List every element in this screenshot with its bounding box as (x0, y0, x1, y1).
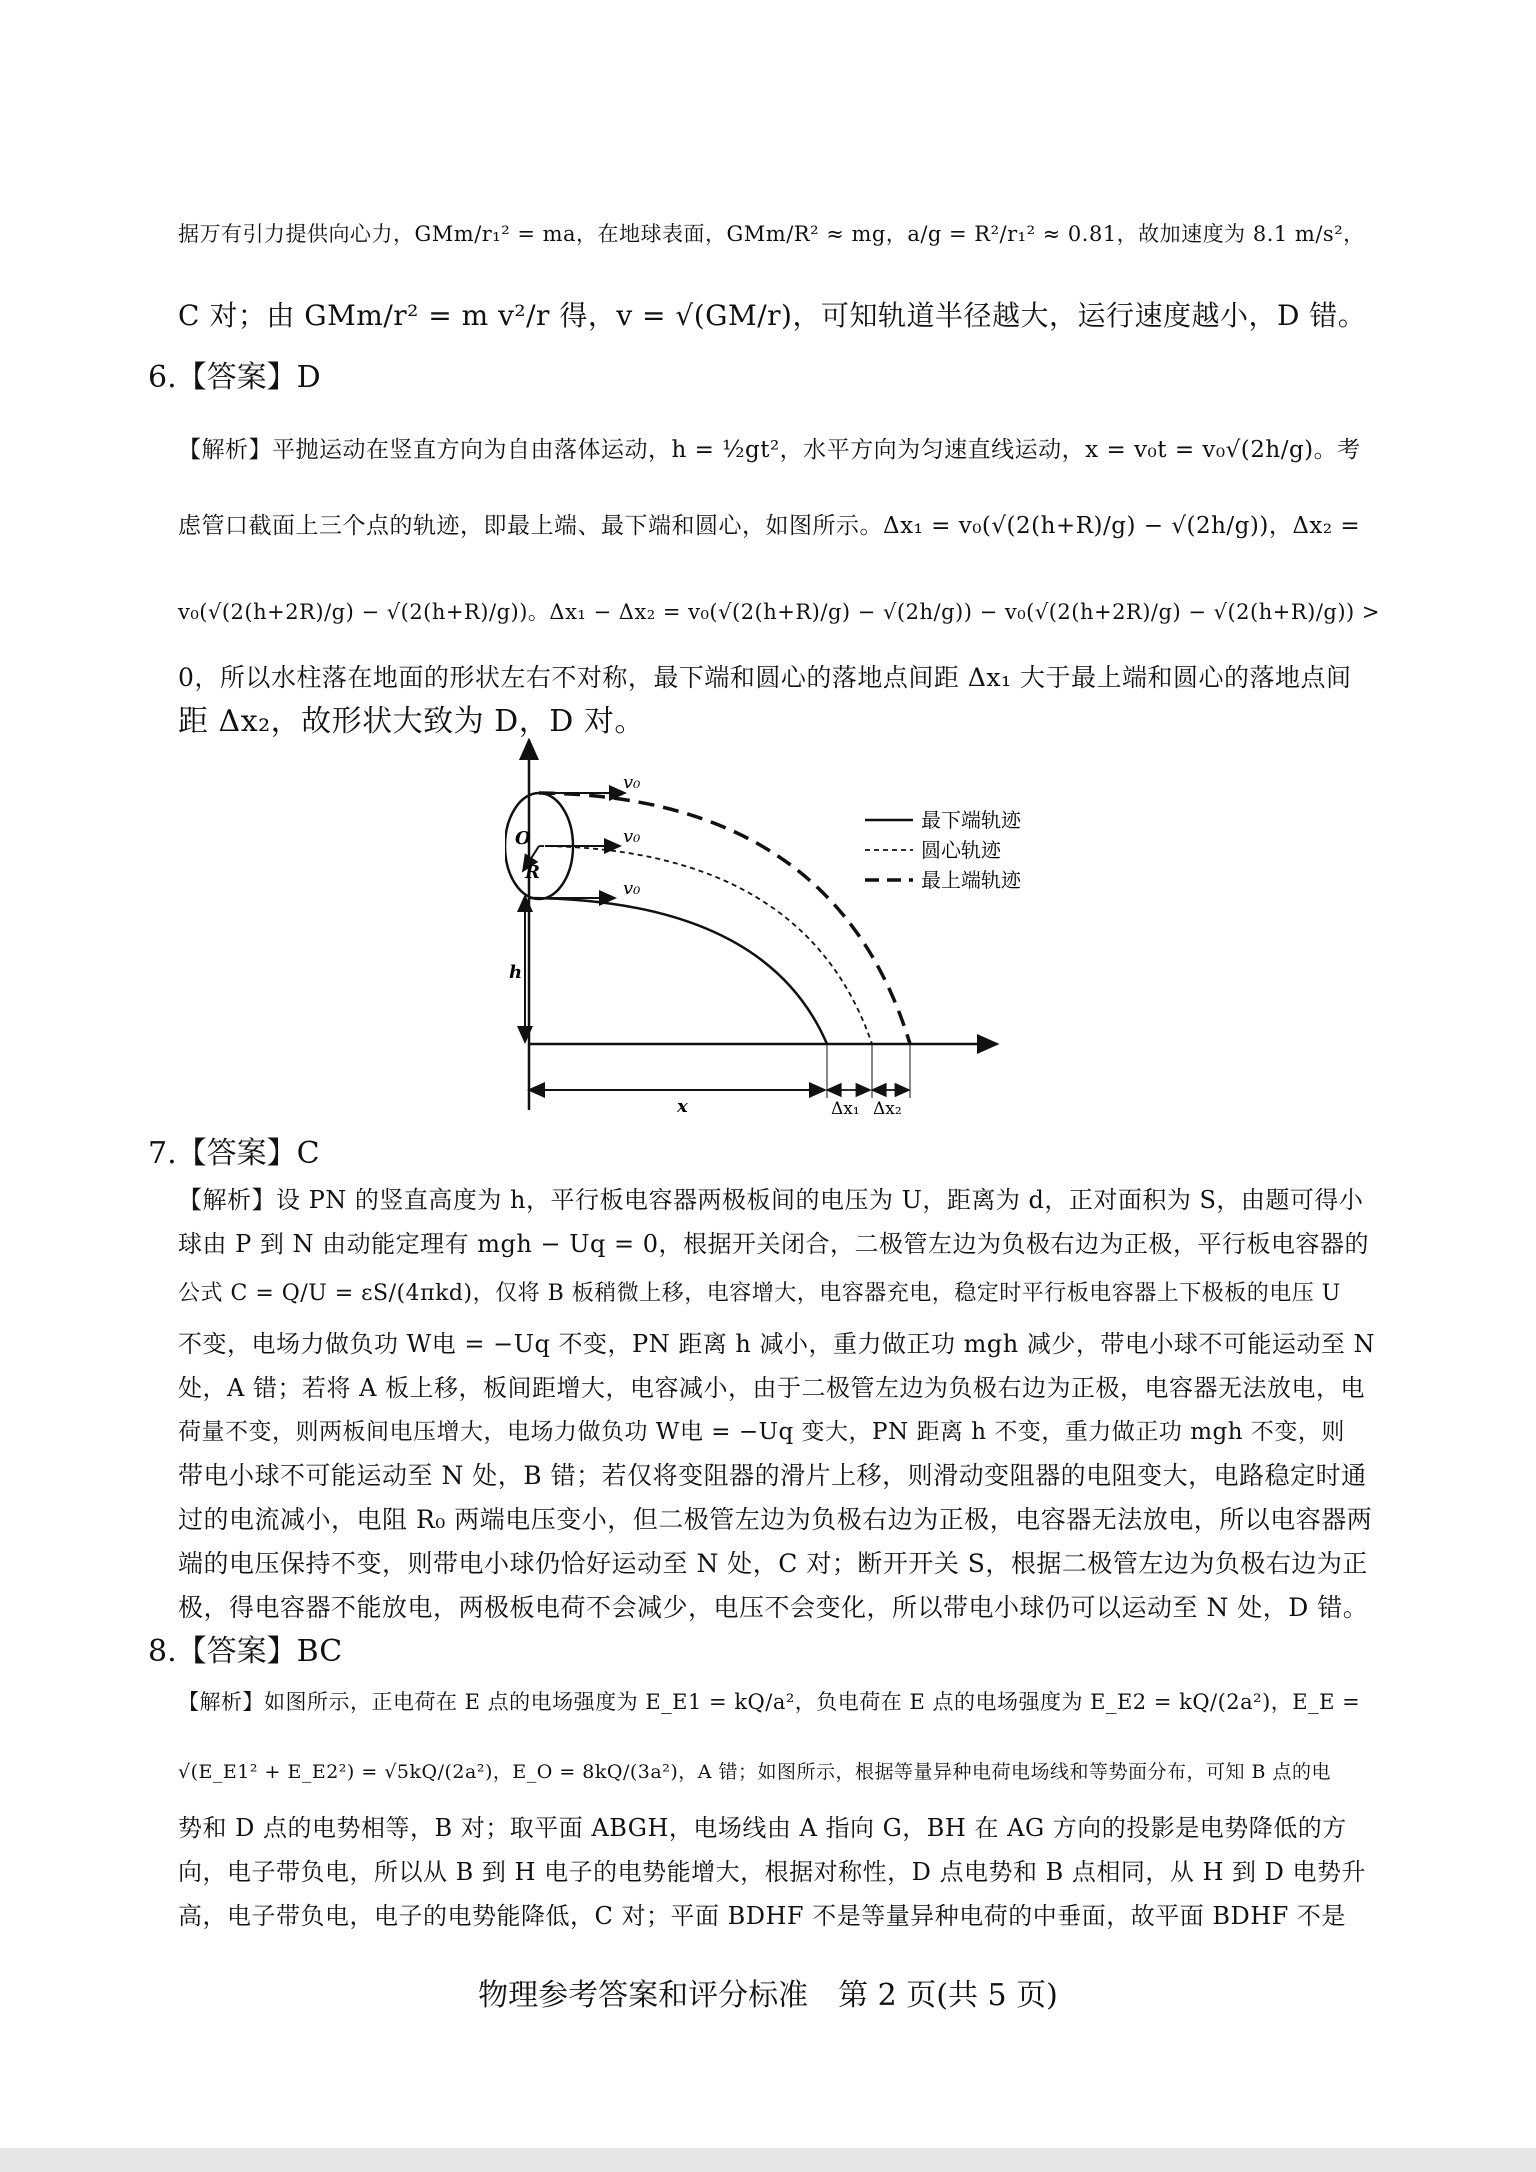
text-line-17: 过的电流减小，电阻 R₀ 两端电压变小，但二极管左边为负极右边为正极，电容器无法放电，所以电容器两 (178, 1505, 1373, 1534)
label-R: R (525, 862, 540, 883)
label-x: x (677, 1096, 688, 1117)
text-line-12: 公式 C = Q/U = εS/(4πkd)，仅将 B 板稍微上移，电容增大，电容器充电，稳定时平行板电容器上下极板的电压 U (178, 1281, 1341, 1306)
text-line-8: 距 Δx₂，故形状大致为 D，D 对。 (178, 704, 645, 739)
text-line-18: 端的电压保持不变，则带电小球仍恰好运动至 N 处，C 对；断开开关 S，根据二极管左边为负极右边为正 (178, 1549, 1368, 1578)
text-line-21: 【解析】如图所示，正电荷在 E 点的电场强度为 E_E1 = kQ/a²，负电荷在 E 点的电场强度为 E_E2 = kQ/(2a²)，E_E = (178, 1690, 1361, 1714)
answer-header-8: 8.【答案】BC (148, 1634, 343, 1669)
bottom-bar (0, 2148, 1536, 2172)
text-line-15: 荷量不变，则两板间电压增大，电场力做负功 W电 = −Uq 变大，PN 距离 h 不变，重力做正功 mgh 不变，则 (178, 1419, 1345, 1445)
text-line-2: C 对；由 GMm/r² = m v²/r 得，v = √(GM/r)，可知轨道半径越大，运行速度越小，D 错。 (178, 299, 1367, 332)
text-line-11: 球由 P 到 N 由动能定理有 mgh − Uq = 0，根据开关闭合，二极管左边为负极右边为正极，平行板电容器的 (178, 1230, 1369, 1258)
answer-header-7: 7.【答案】C (148, 1136, 320, 1171)
text-line-13: 不变，电场力做负功 W电 = −Uq 不变，PN 距离 h 减小，重力做正功 mgh 减少，带电小球不可能运动至 N (178, 1330, 1375, 1358)
top-trajectory (539, 793, 910, 1044)
page-footer: 物理参考答案和评分标准 第 2 页(共 5 页) (478, 1978, 1058, 2013)
text-line-22: √(E_E1² + E_E2²) = √5kQ/(2a²)，E_O = 8kQ/(3a²)，A 错；如图所示，根据等量异种电荷电场线和等势面分布，可知 B 点的电 (178, 1761, 1332, 1783)
center-trajectory (539, 846, 872, 1044)
answer-header-6: 6.【答案】D (148, 360, 321, 395)
label-h: h (509, 962, 523, 983)
text-line-23: 势和 D 点的电势相等，B 对；取平面 ABGH，电场线由 A 指向 G，BH 在 AG 方向的投影是电势降低的方 (178, 1814, 1347, 1842)
text-line-14: 处，A 错；若将 A 板上移，板间距增大，电容减小，由于二极管左边为负极右边为正极，电容器无法放电，电 (178, 1374, 1366, 1402)
legend-bottom: 最下端轨迹 (921, 808, 1021, 832)
text-line-16: 带电小球不可能运动至 N 处，B 错；若仅将变阻器的滑片上移，则滑动变阻器的电阻变大，电路稳定时通 (178, 1461, 1367, 1490)
text-line-25: 高，电子带负电，电子的电势能降低，C 对；平面 BDHF 不是等量异种电荷的中垂面，故平面 BDHF 不是 (178, 1902, 1346, 1930)
legend-center: 圆心轨迹 (921, 838, 1001, 862)
text-line-6: v₀(√(2(h+2R)/g) − √(2(h+R)/g))。Δx₁ − Δx₂ = v₀(√(2(h+R)/g) − √(2h/g)) − v₀(√(2(h+2R)/g) − √(2(h+R)/g)) > (178, 600, 1381, 624)
text-line-10: 【解析】设 PN 的竖直高度为 h，平行板电容器两极板间的电压为 U，距离为 d，正对面积为 S，由题可得小 (178, 1186, 1364, 1214)
text-line-1: 据万有引力提供向心力，GMm/r₁² = ma，在地球表面，GMm/R² ≈ mg，a/g = R²/r₁² ≈ 0.81，故加速度为 8.1 m/s²， (178, 222, 1365, 246)
label-O: O (515, 828, 531, 849)
text-line-5: 虑管口截面上三个点的轨迹，即最上端、最下端和圆心，如图所示。Δx₁ = v₀(√(2(h+R)/g) − √(2h/g))，Δx₂ = (178, 513, 1361, 539)
text-line-24: 向，电子带负电，所以从 B 到 H 电子的电势能增大，根据对称性，D 点电势和 B 点相同，从 H 到 D 电势升 (178, 1858, 1367, 1886)
bottom-trajectory (529, 898, 827, 1044)
label-v0-mid: v₀ (623, 826, 641, 847)
label-dx2: Δx₂ (873, 1099, 902, 1119)
legend-top: 最上端轨迹 (921, 868, 1021, 892)
label-v0-bottom: v₀ (623, 878, 641, 899)
text-line-4: 【解析】平抛运动在竖直方向为自由落体运动，h = ½gt²，水平方向为匀速直线运动，x = v₀t = v₀√(2h/g)。考 (178, 437, 1361, 463)
label-dx1: Δx₁ (831, 1099, 860, 1119)
label-v0-top: v₀ (623, 772, 641, 793)
text-line-7: 0，所以水柱落在地面的形状左右不对称，最下端和圆心的落地点间距 Δx₁ 大于最上端和圆心的落地点间 (178, 663, 1352, 692)
trajectory-figure (505, 738, 1065, 1120)
text-line-19: 极，得电容器不能放电，两极板电荷不会减少，电压不会变化，所以带电小球仍可以运动至 N 处，D 错。 (178, 1593, 1369, 1622)
